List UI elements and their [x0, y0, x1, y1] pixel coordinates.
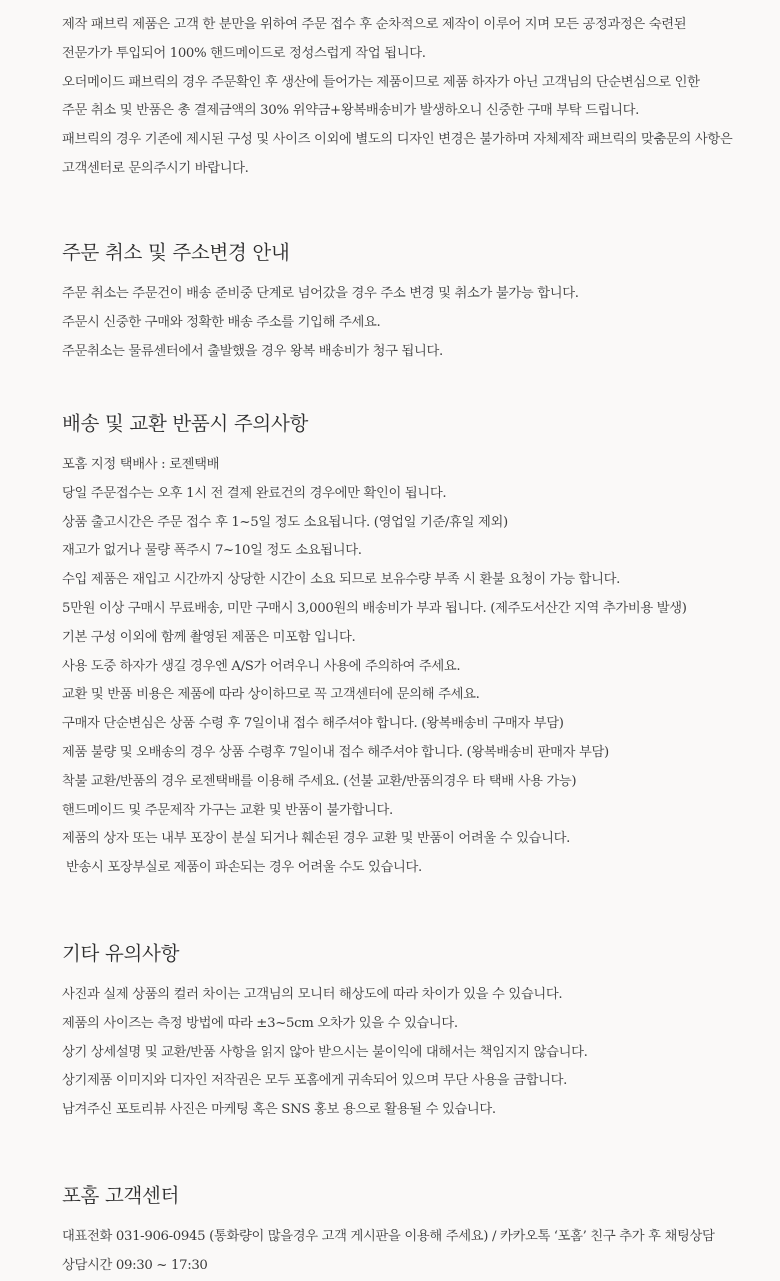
shipping-section	[62, 410, 780, 883]
notice-line: 상기 상세설명 및 교환/반품 사항을 읽지 않아 받으시는 불이익에 대해서는 책임지지 않습니다.	[62, 1044, 588, 1060]
intro-line: 오더메이드 패브릭의 경우 주문확인 후 생산에 들어가는 제품이므로 제품 하자가 아닌 고객님의 단순변심으로 인한	[62, 74, 700, 90]
etc-section	[62, 940, 780, 1125]
intro-line: 패브릭의 경우 기존에 제시된 구성 및 사이즈 이외에 별도의 디자인 변경은 불가하며 자체제작 패브릭의 맞춤문의 사항은	[62, 132, 733, 148]
notice-line: 착불 교환/반품의 경우 로젠택배를 이용해 주세요. (선불 교환/반품의경우 타 택배 사용 가능)	[62, 773, 577, 789]
contact-line: 대표전화 031-906-0945 (통화량이 많을경우 고객 게시판을 이용해 주세요) / 카카오톡 ‘포홈’ 친구 추가 후 채팅상담	[62, 1229, 715, 1244]
notice-line: 사용 도중 하자가 생길 경우엔 A/S가 어려우니 사용에 주의하여 주세요.	[62, 658, 461, 674]
notice-line: 제품의 사이즈는 측정 방법에 따라 ±3~5cm 오차가 있을 수 있습니다.	[62, 1015, 458, 1031]
notice-line: 주문시 신중한 구매와 정확한 배송 주소를 기입해 주세요.	[62, 314, 381, 330]
section-title: 포홈 고객센터	[62, 1184, 180, 1207]
notice-line: 포홈 지정 택배사 : 로젠택배	[62, 457, 220, 472]
order-cancel-section	[62, 239, 780, 366]
notice-line: 구매자 단순변심은 상품 수령 후 7일이내 접수 해주셔야 합니다. (왕복배송비 구매자 부담)	[62, 716, 564, 732]
notice-line: 사진과 실제 상품의 컬러 차이는 고객님의 모니터 해상도에 따라 차이가 있을 수 있습니다.	[62, 987, 563, 1002]
notice-line: 제품 불량 및 오배송의 경우 상품 수령후 7일이내 접수 해주셔야 합니다. (왕복배송비 판매자 부담)	[62, 744, 609, 760]
notice-line: 남겨주신 포토리뷰 사진은 마케팅 혹은 SNS 홍보 용으로 활용될 수 있습니다.	[62, 1102, 496, 1118]
intro-line: 고객센터로 문의주시기 바랍니다.	[62, 160, 249, 176]
customer-center-section	[62, 1182, 780, 1281]
intro-line: 전문가가 투입되어 100% 핸드메이드로 정성스럽게 작업 됩니다.	[62, 45, 426, 61]
section-title: 배송 및 교환 반품시 주의사항	[62, 412, 309, 435]
notice-line: 상품 출고시간은 주문 접수 후 1~5일 정도 소요됩니다. (영업일 기준/휴일 제외)	[62, 514, 508, 530]
intro-section	[62, 11, 780, 184]
notice-line: 교환 및 반품 비용은 제품에 따라 상이하므로 꼭 고객센터에 문의해 주세요.	[62, 687, 480, 703]
notice-line: 상기제품 이미지와 디자인 저작권은 모두 포홈에게 귀속되어 있으며 무단 사용을 금합니다.	[62, 1073, 567, 1089]
notice-line: 재고가 없거나 물량 폭주시 7~10일 정도 소요됩니다.	[62, 543, 362, 559]
notice-line: 주문취소는 물류센터에서 출발했을 경우 왕복 배송비가 청구 됩니다.	[62, 343, 443, 359]
notice-line: 제품의 상자 또는 내부 포장이 분실 되거나 훼손된 경우 교환 및 반품이 어려울 수 있습니다.	[62, 831, 570, 847]
notice-line: 수입 제품은 재입고 시간까지 상당한 시간이 소요 되므로 보유수량 부족 시 환불 요청이 가능 합니다.	[62, 572, 620, 588]
intro-line: 제작 패브릭 제품은 고객 한 분만을 위하여 주문 접수 후 순차적으로 제작이 이루어 지며 모든 공정과정은 숙련된	[62, 17, 687, 32]
notice-line: 당일 주문접수는 오후 1시 전 결제 완료건의 경우에만 확인이 됩니다.	[62, 485, 447, 501]
notice-line: 핸드메이드 및 주문제작 가구는 교환 및 반품이 불가합니다.	[62, 802, 393, 818]
notice-line: 5만원 이상 구매시 무료배송, 미만 구매시 3,000원의 배송비가 부과 됩니다. (제주도서산간 지역 추가비용 발생)	[62, 600, 687, 616]
notice-line: 기본 구성 이외에 함께 촬영된 제품은 미포함 입니다.	[62, 629, 356, 645]
notice-line: 주문 취소는 주문건이 배송 준비중 단계로 넘어갔을 경우 주소 변경 및 취소가 불가능 합니다.	[62, 286, 579, 301]
section-title: 주문 취소 및 주소변경 안내	[62, 241, 290, 264]
section-title: 기타 유의사항	[62, 942, 180, 965]
intro-line: 주문 취소 및 반품은 총 결제금액의 30% 위약금+왕복배송비가 발생하오니 신중한 구매 부탁 드립니다.	[62, 103, 639, 119]
contact-line: 상담시간 09:30 ~ 17:30	[62, 1257, 208, 1273]
notice-line: 반송시 포장부실로 제품이 파손되는 경우 어려울 수도 있습니다.	[66, 860, 422, 876]
